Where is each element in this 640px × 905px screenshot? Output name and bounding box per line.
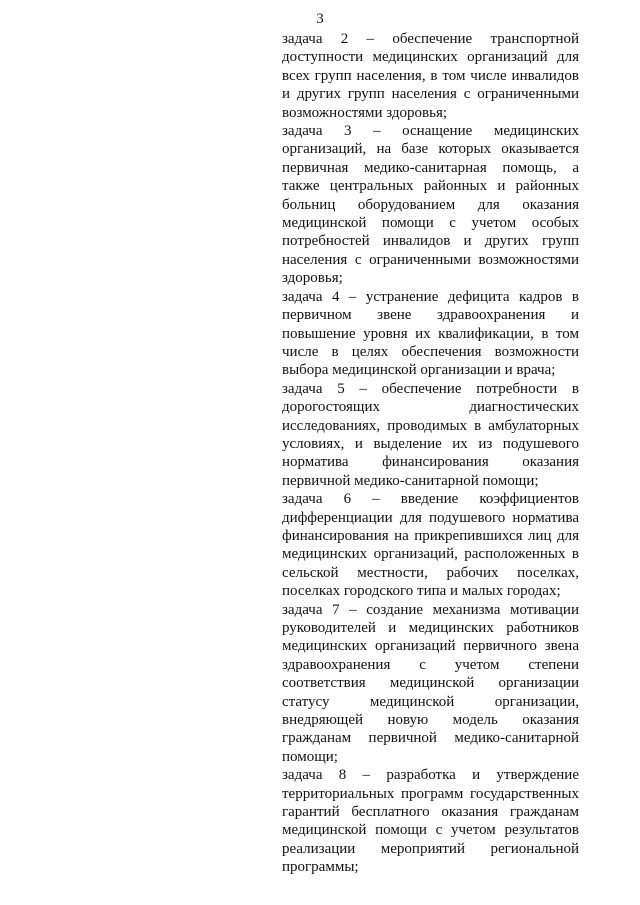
task-item-5: задача 5 – обеспечение потребности в дорогостоящих диагностических исследованиях, проводимых в амбулаторных условиях, и выделение их из подушевого норматива финансирования оказания первичной медико-санитарной помощи; (282, 380, 579, 489)
task-item-6: задача 6 – введение коэффициентов дифференциации для подушевого норматива финансирования на прикрепившихся лиц для медицинских организаций, расположенных в сельской местности, рабочих поселках, поселках городского типа и малых городах; (282, 491, 579, 600)
task-item-3: задача 3 – оснащение медицинских организаций, на базе которых оказывается первичная медико-санитарная помощь, а также центральных районных и районных больниц оборудованием для оказания медицинской помощи с учетом особых потребностей инвалидов и других групп населения с ограниченными возможностями здоровья; (282, 123, 579, 287)
task-item-7: задача 7 – создание механизма мотивации руководителей и медицинских работников медицинских организаций первичного звена здравоохранения с учетом степени соответствия медицинской организации статусу медицинской организации, внедряющей новую модель оказания гражданам первичной медико-санитарной помощи; (282, 601, 579, 765)
task-item-8: задача 8 – разработка и утверждение территориальных программ государственных гарантий бесплатного оказания гражданам медицинской помощи с учетом результатов реализации мероприятий региональной программы; (282, 767, 579, 876)
task-item-4: задача 4 – устранение дефицита кадров в первичном звене здравоохранения и повышение уровня их квалификации, в том числе в целях обеспечения возможности выбора медицинской организации и врача; (282, 288, 579, 379)
page-number: 3 (316, 11, 324, 27)
task-list (282, 30, 579, 877)
task-item-2: задача 2 – обеспечение транспортной доступности медицинских организаций для всех групп населения, в том числе инвалидов и других групп населения с ограниченными возможностями здоровья; (282, 31, 579, 121)
